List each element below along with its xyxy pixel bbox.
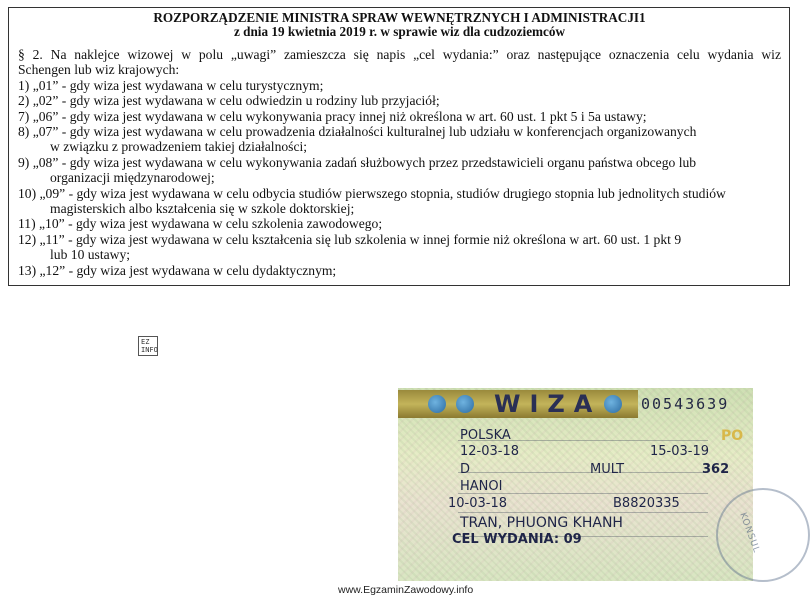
duration-value: 362 [702, 462, 730, 477]
intro-line: § 2. Na naklejce wizowej w polu „uwagi” zamieszcza się napis „cel wydania:” oraz następujące oznaczenia celu wydania wiz [18, 47, 781, 62]
visa-header: WIZA [494, 390, 602, 418]
list-item: 9) „08” - gdy wiza jest wydawana w celu wykonywania zadań służbowych przez przedstawicieli organu państwa obcego lub [18, 154, 697, 170]
list-item-continuation: w związku z prowadzeniem takiej działalności; [50, 139, 308, 155]
list-item: 1) „01” - gdy wiza jest wydawana w celu turystycznym; [18, 77, 324, 93]
regulation-excerpt [8, 7, 790, 286]
country-partial: PO [721, 428, 744, 444]
qr-code-text: EZ INFO [141, 338, 158, 354]
remarks-value: CEL WYDANIA: 09 [452, 532, 582, 547]
stamp-text: KONSUL [737, 511, 762, 555]
list-item: 8) „07” - gdy wiza jest wydawana w celu prowadzenia działalności kulturalnej lub udziału w konferencjach organizowanych [18, 124, 697, 140]
intro-line: Schengen lub wiz krajowych: [18, 62, 180, 78]
hologram-dot-icon [604, 395, 622, 413]
surname-name-value: TRAN, PHUONG KHANH [460, 515, 623, 531]
list-item: 12) „11” - gdy wiza jest wydawana w celu kształcenia się lub szkolenia w innej formie niż określona w art. 60 ust. 1 pkt 9 [18, 231, 682, 247]
issued-in-value: HANOI [460, 479, 503, 494]
visa-sticker-image [398, 388, 762, 581]
list-item: 13) „12” - gdy wiza jest wydawana w celu dydaktycznym; [18, 262, 337, 278]
consular-stamp-icon [716, 488, 810, 582]
until-date-value: 15-03-19 [650, 444, 710, 459]
list-item-continuation: organizacji międzynarodowej; [50, 170, 215, 186]
field-divider [458, 512, 708, 513]
regulation-body [18, 47, 781, 278]
list-item-continuation: magisterskich albo kształcenia się w szkole doktorskiej; [50, 201, 355, 217]
field-divider [458, 472, 708, 473]
passport-number-value: B8820335 [613, 496, 680, 511]
issue-date-value: 10-03-18 [448, 496, 508, 511]
visa-type-value: D [460, 462, 471, 477]
list-item-continuation: lub 10 ustawy; [50, 247, 131, 263]
list-item: 10) „09” - gdy wiza jest wydawana w celu odbycia studiów pierwszego stopnia, studiów drugiego stopnia lub jednolitych studiów [18, 185, 726, 201]
list-item: 7) „06” - gdy wiza jest wydawana w celu wykonywania pracy innej niż określona w art. 60 ust. 1 pkt 5 i 5a ustawy; [18, 108, 647, 124]
list-item: 11) „10” - gdy wiza jest wydawana w celu szkolenia zawodowego; [18, 216, 383, 232]
visa-number: 00543639 [641, 395, 730, 413]
entries-value: MULT [590, 462, 625, 477]
valid-for-value: POLSKA [460, 428, 511, 443]
hologram-dot-icon [428, 395, 446, 413]
list-item: 2) „02” - gdy wiza jest wydawana w celu odwiedzin u rodziny lub przyjaciół; [18, 93, 440, 109]
from-date-value: 12-03-18 [460, 444, 520, 459]
qr-code-icon [138, 336, 158, 356]
regulation-subtitle: z dnia 19 kwietnia 2019 r. w sprawie wiz dla cudzoziemców [233, 24, 565, 39]
site-watermark: www.EgzaminZawodowy.info [338, 584, 474, 596]
regulation-title: ROZPORZĄDZENIE MINISTRA SPRAW WEWNĘTRZNYCH I ADMINISTRACJI1 [153, 10, 646, 25]
hologram-dot-icon [456, 395, 474, 413]
